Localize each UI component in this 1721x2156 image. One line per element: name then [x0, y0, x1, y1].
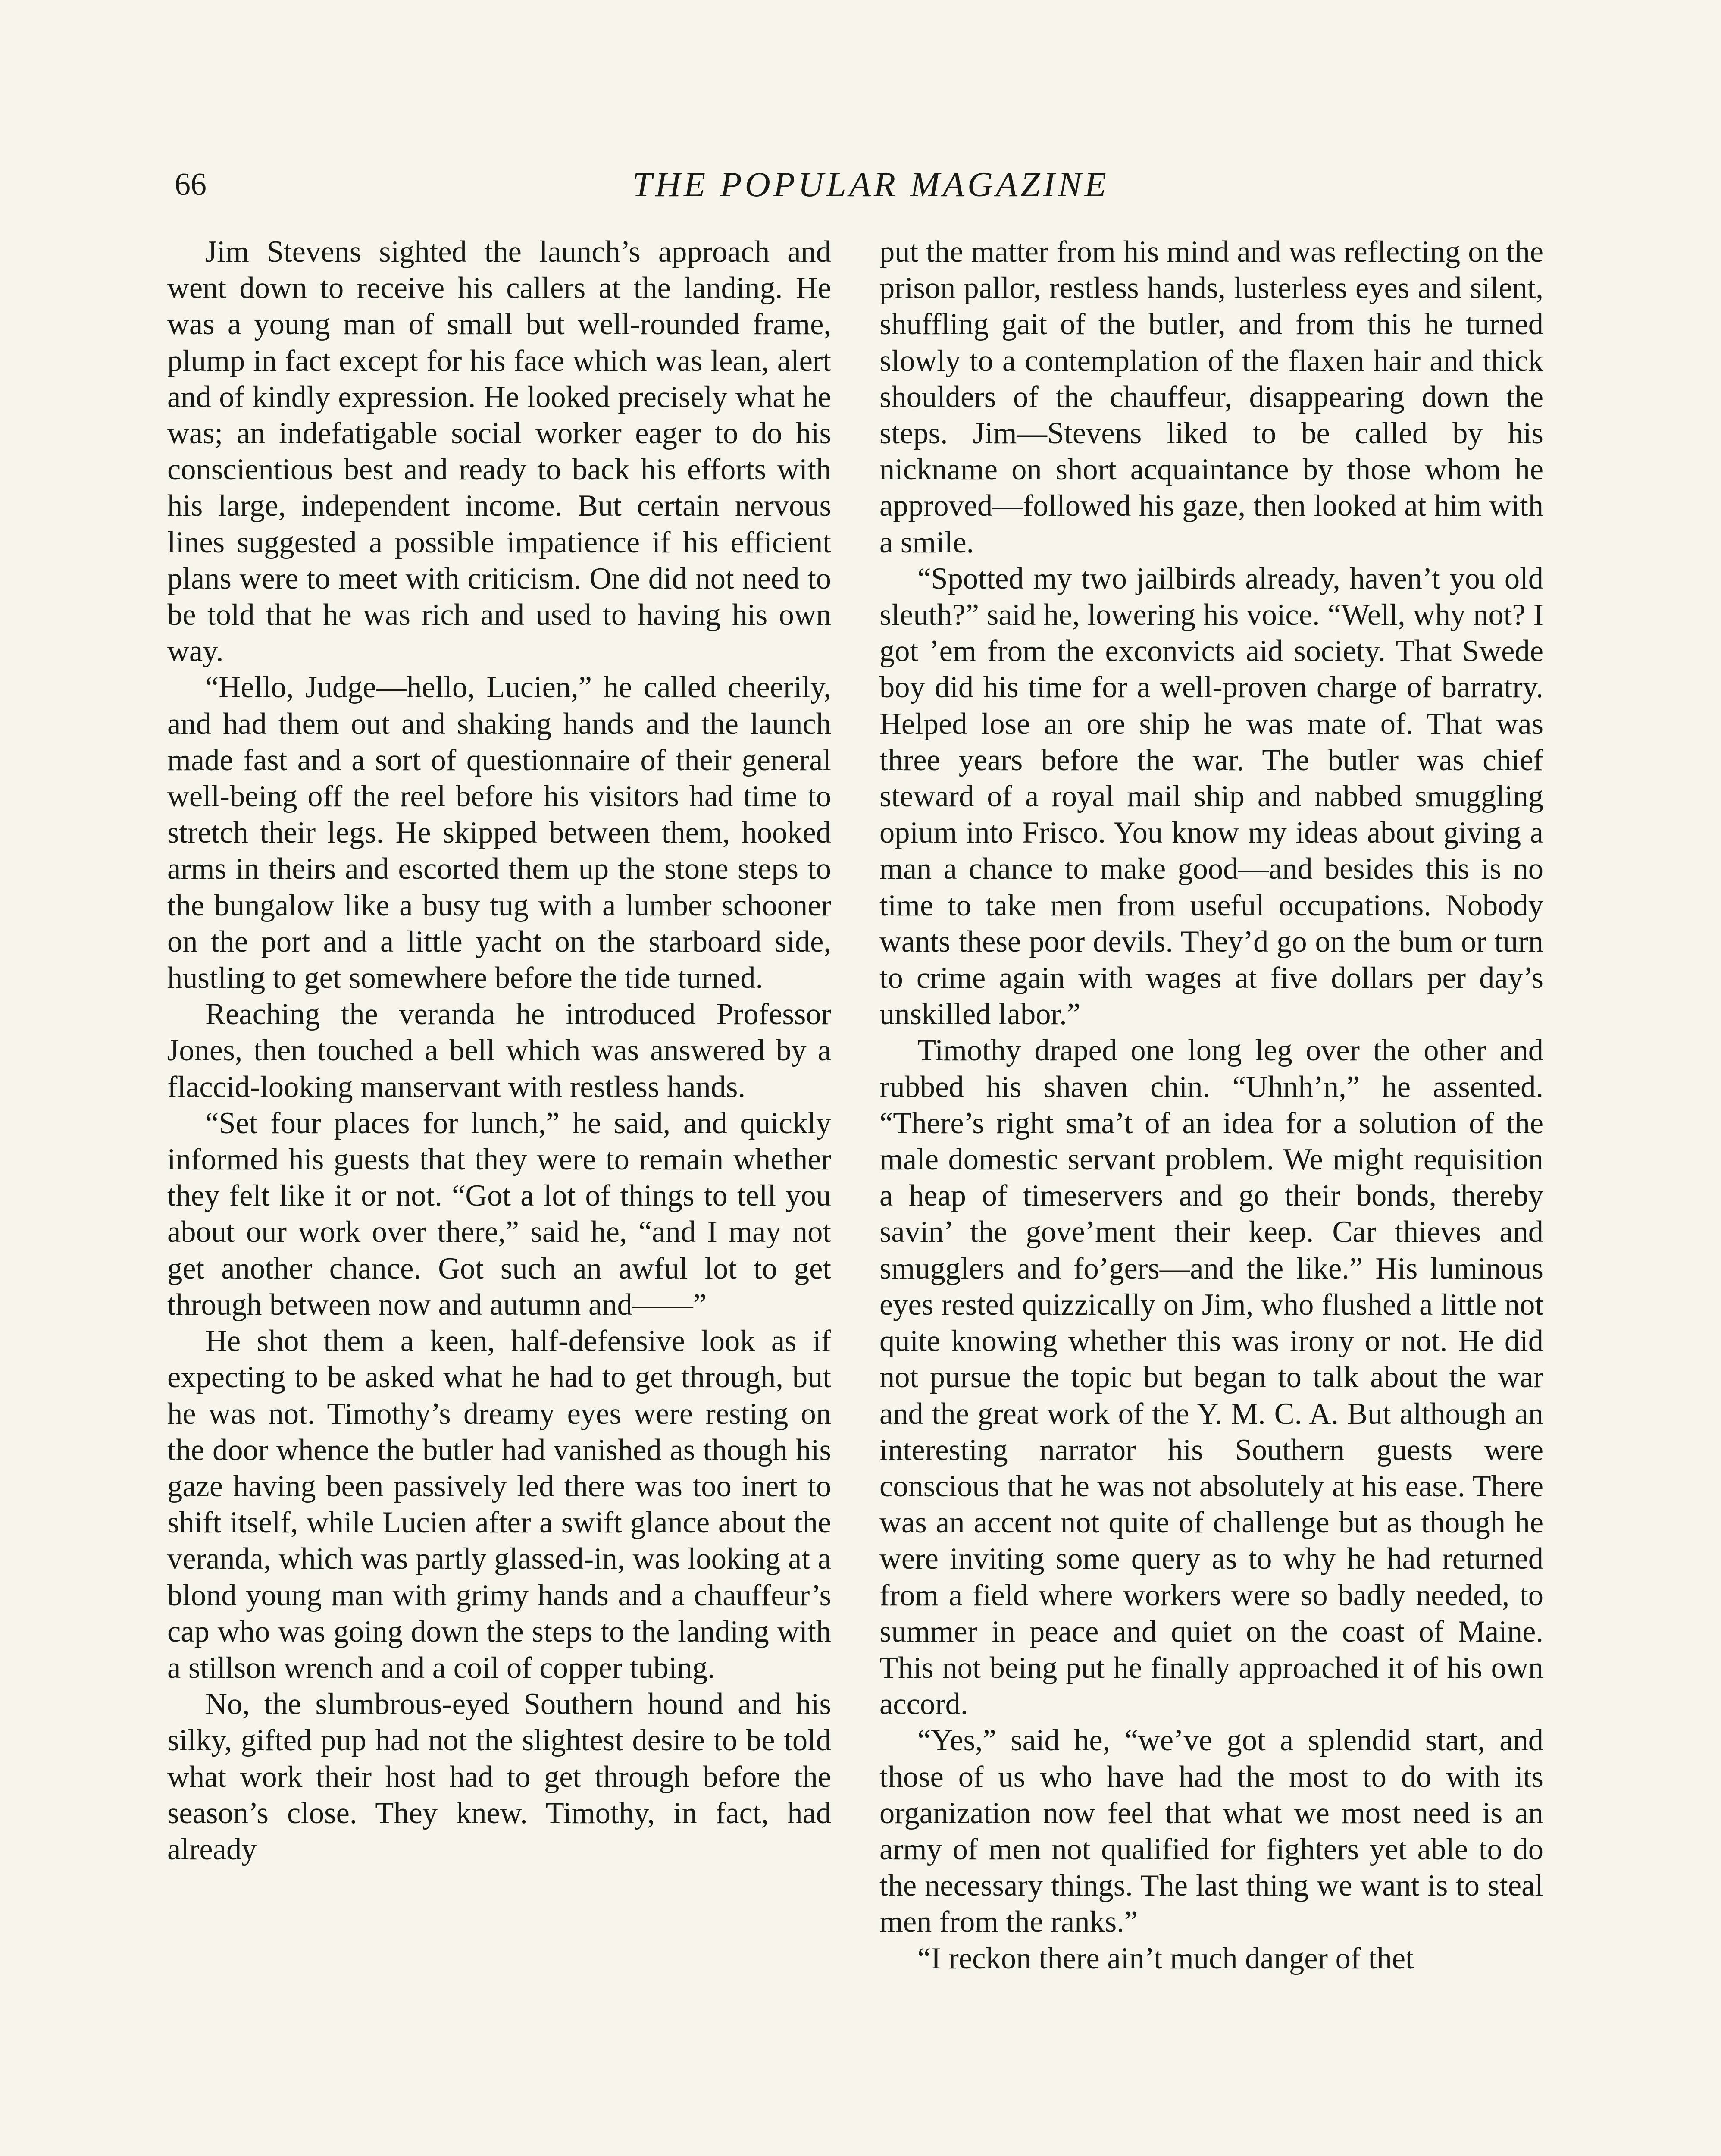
paragraph: He shot them a keen, half-defensive look as if expecting to be asked what he had to get through, but he was not. Timothy’s dreamy eyes were resting on the door whence the butler had vanished as though his gaze having been passively led there was too inert to shift itself, while Lucien after a swift glance about the veranda, which was partly glassed-in, was looking at a blond young man with grimy hands and a chauffeur’s cap who was going down the steps to the landing with a stillson wrench and a coil of copper tubing.	[167, 1324, 831, 1685]
page-number: 66	[175, 167, 207, 202]
paragraph: Reaching the veranda he introduced Professor Jones, then touched a bell which was answered by a flaccid-looking manservant with restless hands.	[167, 997, 831, 1104]
paragraph-continued: put the matter from his mind and was reflecting on the prison pallor, restless hands, lusterless eyes and silent, shuffling gait of the butler, and from this he turned slowly to a contemplation of the flaxen hair and thick shoulders of the chauffeur, disappearing down the steps. Jim—Stevens liked to be called by his nickname on short acquaintance by those whom he approved—followed his gaze, then looked at him with a smile.	[879, 235, 1543, 559]
paragraph: “Hello, Judge—hello, Lucien,” he called cheerily, and had them out and shaking hands and the launch made fast and a sort of questionnaire of their general well-being off the reel before his visitors had time to stretch their legs. He skipped between them, hooked arms in theirs and escorted them up the stone steps to the bungalow like a busy tug with a lumber schooner on the port and a little yacht on the starboard side, hustling to get somewhere before the tide turned.	[167, 671, 831, 995]
magazine-title: THE POPULAR MAGAZINE	[632, 165, 1109, 204]
paragraph: No, the slumbrous-eyed Southern hound and his silky, gifted pup had not the slightest desire to be told what work their host had to get through before the season’s close. They knew. Timothy, in fact, had already	[167, 1687, 831, 1866]
page-header	[175, 159, 1567, 210]
paragraph: “I reckon there ain’t much danger of thet	[917, 1941, 1414, 1975]
paragraph: Jim Stevens sighted the launch’s approach and went down to receive his callers at the landing. He was a young man of small but well-rounded frame, plump in fact except for his face which was lean, alert and of kindly expression. He looked precisely what he was; an indefatigable social worker eager to do his conscientious best and ready to back his efforts with his large, independent income. But certain nervous lines suggested a possible impatience if his efficient plans were to meet with criticism. One did not need to be told that he was rich and used to having his own way.	[167, 235, 831, 668]
paragraph: “Set four places for lunch,” he said, and quickly informed his guests that they were to remain whether they felt like it or not. “Got a lot of things to tell you about our work over there,” said he, “and I may not get another chance. Got such an awful lot to get through between now and autumn and——”	[167, 1106, 831, 1322]
paragraph: Timothy draped one long leg over the other and rubbed his shaven chin. “Uhnh’n,” he assented. “There’s right sma’t of an idea for a solution of the male domestic servant problem. We might requisition a heap of timeservers and go their bonds, thereby savin’ the gove’ment their keep. Car thieves and smugglers and fo’gers—and the like.” His luminous eyes rested quizzically on Jim, who flushed a little not quite knowing whether this was irony or not. He did not pursue the topic but began to talk about the war and the great work of the Y. M. C. A. But although an interesting narrator his Southern guests were conscious that he was not absolutely at his ease. There was an accent not quite of challenge but as though he were inviting some query as to why he had returned from a field where workers were so badly needed, to summer in peace and quiet on the coast of Maine. This not being put he finally approached it of his own accord.	[879, 1034, 1543, 1721]
paragraph: “Yes,” said he, “we’ve got a splendid start, and those of us who have had the most to do with its organization now feel that what we most need is an army of men not qualified for fighters yet able to do the necessary things. The last thing we want is to steal men from the ranks.”	[879, 1724, 1543, 1939]
left-column	[167, 234, 831, 1868]
paragraph: “Spotted my two jailbirds already, haven’t you old sleuth?” said he, lowering his voice. “Well, why not? I got ’em from the exconvicts aid society. That Swede boy did his time for a well-proven charge of barratry. Helped lose an ore ship he was mate of. That was three years before the war. The butler was chief steward of a royal mail ship and nabbed smuggling opium into Frisco. You know my ideas about giving a man a chance to make good—and besides this is no time to take men from useful occupations. Nobody wants these poor devils. They’d go on the bum or turn to crime again with wages at five dollars per day’s unskilled labor.”	[879, 561, 1543, 1031]
right-column	[879, 234, 1543, 1977]
